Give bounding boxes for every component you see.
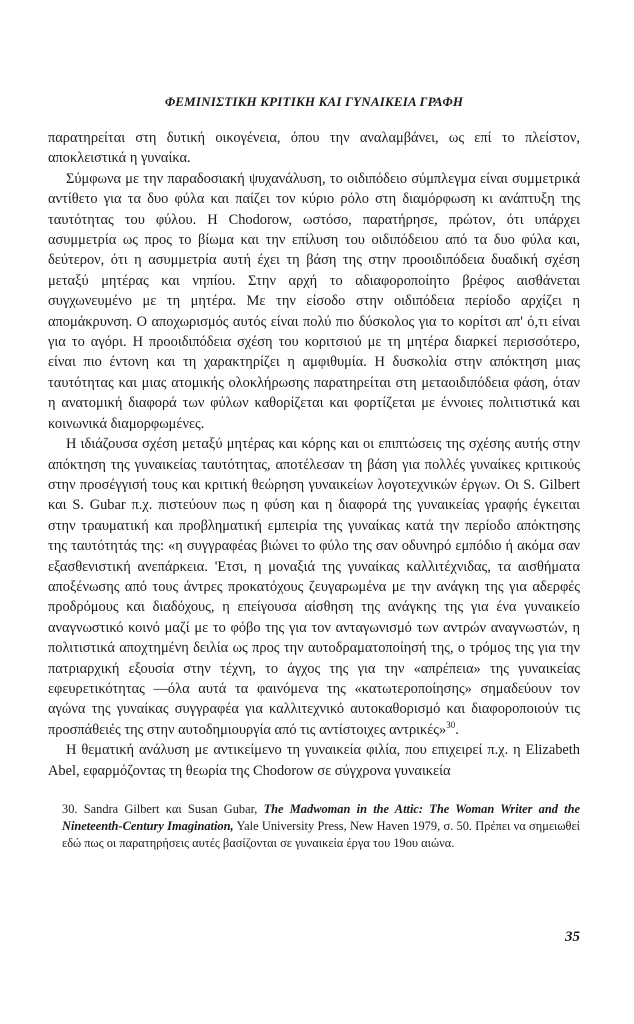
footnote-authors: Sandra Gilbert και Susan Gubar, bbox=[83, 802, 258, 816]
paragraph-3-text: Η ιδιάζουσα σχέση μεταξύ μητέρας και κόρης και οι επιπτώσεις της σχέσης αυτής στην απόκτηση της γυναικείας ταυτότητας, αποτέλεσαν τη βάση για πολλές γυναίκες κριτικούς στην προσέγγισή τους και κριτική θεώρηση γυναικείων λογοτεχνικών έργων. Οι S. Gilbert και S. Gubar π.χ. πιστεύουν πως η φύση και η διαφορά της γυναικείας γραφής έγκειται στην τραυματική και προβληματική εμπειρία της γυναίκας κατά την περίοδο απόκτησης της ταυτότητάς της: «η συγγραφέας βιώνει το φύλο της σαν οδυνηρό εμπόδιο ή ακόμα σαν εξασθενιστική ανεπάρκεια. 'Ετσι, η μοναξιά της γυναίκας καλλιτέχνιδας, τα αισθήματα αποξένωσης από τους άντρες προκατόχους ζευγαρωμένα με την ανάγκη της για αδερφές προδρόμους και διαδόχους, η επείγουσα αίσθηση της ανάγκης της για ένα γυναικείο αναγνωστικό κοινό μαζί με το φόβο της για τον ανταγωνισμό των αντρών αναγνωστών, η πολιτιστικά αποχτημένη δειλία ως προς την αυτοδραματοποίησή της, ο τρόμος της για την πατριαρχική εξουσία στην τέχνη, το άγχος της για την «απρέπεια» της γυναικείας εφευρετικότητας —όλα αυτά τα φαινόμενα της «κατωτεροποίησης» σημαδεύουν τον αγώνα της γυναίκας συγγραφέα για καλλιτεχνικό αυτοκαθορισμό και διαφοροποιούν τις προσπάθειές της στην αυτοδημιουργία από τις αντίστοιχες αντρικές» bbox=[48, 436, 580, 738]
page bbox=[48, 94, 580, 994]
footnote-book-title: The Madwoman in the Attic: The Woman Writer and the Nineteenth-Century Imagination, bbox=[62, 802, 580, 833]
running-head: ΦΕΜΙΝΙΣΤΙΚΗ ΚΡΙΤΙΚΗ ΚΑΙ ΓΥΝΑΙΚΕΙΑ ΓΡΑΦΗ bbox=[164, 94, 464, 109]
footnote bbox=[48, 801, 580, 852]
footnote-reference: 30 bbox=[446, 719, 456, 730]
paragraph-3: Η ιδιάζουσα σχέση μεταξύ μητέρας και κόρης και οι επιπτώσεις της σχέσης αυτής στην απόκτηση της γυναικείας ταυτότητας, αποτέλεσαν τη βάση για πολλές γυναίκες κριτικούς στην προσέγγισή τους και κριτική θεώρηση γυναικείων λογοτεχνικών έργων. Οι S. Gilbert και S. Gubar π.χ. πιστεύουν πως η φύση και η διαφορά της γυναικείας γραφής έγκειται στην τραυματική και προβληματική εμπειρία της γυναίκας κατά την περίοδο απόκτησης της ταυτότητάς της: «η συγγραφέας βιώνει το φύλο της σαν οδυνηρό εμπόδιο ή ακόμα σαν εξασθενιστική ανεπάρκεια. 'Ετσι, η μοναξιά της γυναίκας καλλιτέχνιδας, τα αισθήματα αποξένωσης από τους άντρες προκατόχους ζευγαρωμένα με την ανάγκη της για αδερφές προδρόμους και διαδόχους, η επείγουσα αίσθηση της ανάγκης της για ένα γυναικείο αναγνωστικό κοινό μαζί με το φόβο της για τον ανταγωνισμό των αντρών αναγνωστών, η πολιτιστικά αποχτημένη δειλία ως προς την αυτοδραματοποίησή της, ο τρόμος της για την πατριαρχική εξουσία στην τέχνη, το άγχος της για την «απρέπεια» της γυναικείας εφευρετικότητας —όλα αυτά τα φαινόμενα της «κατωτεροποίησης» σημαδεύουν τον αγώνα της γυναίκας συγγραφέα για καλλιτεχνικό αυτοκαθορισμό και διαφοροποιούν τις προσπάθειές της στην αυτοδημιουργία από τις αντίστοιχες αντρικές»$^{30}$. bbox=[48, 436, 580, 738]
paragraph-4: Η θεματική ανάλυση με αντικείμενο τη γυναικεία φιλία, που επιχειρεί π.χ. η Elizabeth Abel, εφαρμόζοντας τη θεωρία της Chodorow σε σύγχρονα γυναικεία bbox=[48, 742, 580, 779]
footnote-number: 30. bbox=[62, 802, 78, 816]
body-text bbox=[48, 128, 580, 781]
paragraph-1: παρατηρείται στη δυτική οικογένεια, όπου την αναλαμβάνει, ως επί το πλείστον, αποκλειστικά η γυναίκα. bbox=[48, 130, 580, 167]
footnote-details: Yale University Press, New Haven 1979, σ. 50. Πρέπει να σημειωθεί εδώ πως οι παρατηρήσεις αυτές βασίζονται σε γυναικεία έργα του 19ου αιώνα. bbox=[62, 819, 581, 850]
page-number: 35 bbox=[565, 929, 580, 945]
paragraph-2: Σύμφωνα με την παραδοσιακή ψυχανάλυση, το οιδιπόδειο σύμπλεγμα είναι συμμετρικά αντίθετο για τα δυο φύλα και παίζει τον κύριο ρόλο στη διαμόρφωση κι ανάπτυξη της ταυτότητας του φύλου. Η Chodorow, ωστόσο, παρατήρησε, πρώτον, ότι υπάρχει ασυμμετρία ως προς το βίωμα και την επίλυση του οιδιπόδειου από τα δυο φύλα και, δεύτερον, ότι η ασυμμετρία αυτή έχει τη βάση της στην προοιδιπόδεια δυαδική σχέση μεταξύ μητέρας και νηπίου. Στην αρχή το αδιαφοροποίητο βρέφος αισθάνεται συγχωνευμένο με τη μητέρα. Με την είσοδο στην οιδιπόδεια περίοδο αρχίζει η απομάκρυνση. Ο αποχωρισμός αυτός είναι πολύ πιο δύσκολος για το κορίτσι απ' ό,τι είναι για το αγόρι. Η προοιδιπόδεια σχέση του κοριτσιού με τη μητέρα διαρκεί περισσότερο, είναι πιο έντονη και τη χαρακτηρίζει η αμφιθυμία. Η δυσκολία στην απόκτηση μιας ταυτότητας και μιας ατομικής ολοκλήρωσης παρατηρείται στη μεταοιδιπόδεια φάση, όταν η ανατομική διαφορά των φύλων καθορίζεται και φορτίζεται με έννοιες πολιτιστικά και κοινωνικά διαμορφωμένες. bbox=[48, 170, 580, 432]
